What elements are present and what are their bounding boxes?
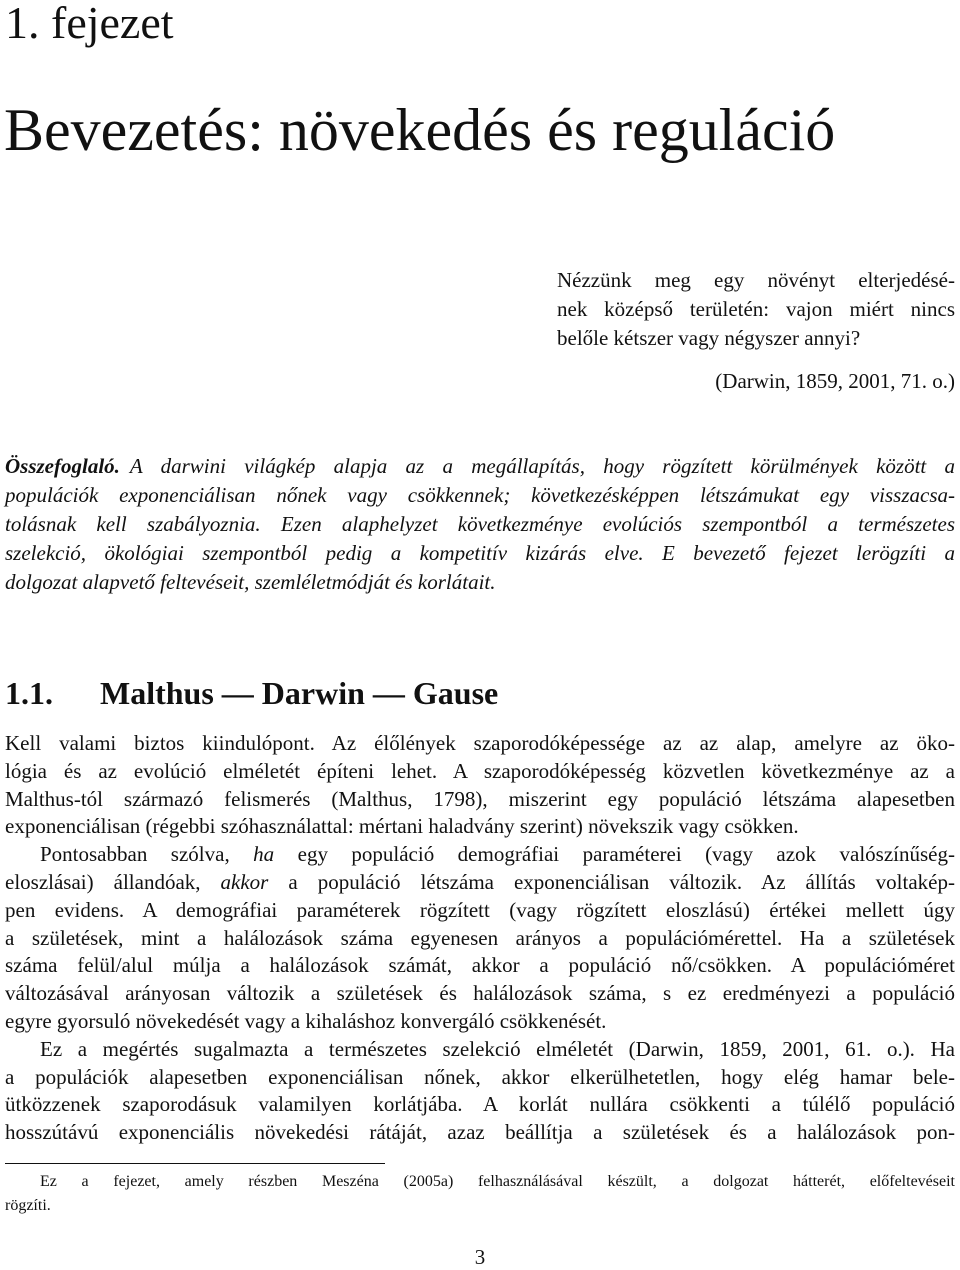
epigraph-line: Nézzünk meg egy növényt elterjedésé- [557, 268, 955, 292]
footnote-line: rögzíti. [5, 1197, 51, 1214]
body-paragraph [5, 841, 955, 1036]
footnote-line: Ez a fejezet, amely részben Meszéna (2005a) felhasználásával készült, a dolgozat hátterét, előfeltevéseit [40, 1173, 955, 1190]
abstract-label: Összefoglaló. [5, 454, 120, 478]
body-line: a populációk alapesetben exponenciálisan nőnek, akkor elkerülhetetlen, hogy elég hamar bele- [5, 1064, 955, 1089]
abstract-line [5, 452, 955, 481]
body-line: Malthus-tól származó felismerés (Malthus, 1798), miszerint egy populáció létszáma alapesetben [5, 786, 955, 811]
italic-emphasis: akkor [220, 869, 269, 894]
body-line: hosszútávú exponenciális növekedési rátáját, azaz beállítja a születések és a halálozások pon- [5, 1120, 955, 1145]
body-line: változásával arányosan változik a születések és halálozások száma, s ez eredményezi a populáció [5, 981, 955, 1006]
body-line [5, 869, 955, 897]
body-line: ütközzenek szaporodásuk valamilyen korlátjába. A korlát nullára csökkenti a túlélő populáció [5, 1092, 955, 1117]
body-line: a születések, mint a halálozások száma egyenesen arányos a populációmérettel. Ha a születések [5, 925, 955, 950]
body-line: pen evidens. A demográfiai paraméterek rögzített (vagy rögzített eloszlású) értékei mellett úgy [5, 897, 955, 922]
section-number: 1.1. [5, 675, 53, 711]
body-line: Ez a megértés sugalmazta a természetes szelekció elméletét (Darwin, 1859, 2001, 61. o.). Ha [40, 1036, 955, 1061]
body-line: száma felül/alul múlja a halálozások számát, akkor a populáció nő/csökken. A populációméret [5, 953, 955, 978]
footnote-rule [5, 1163, 385, 1164]
body-text-segment: egy populáció demográfiai paraméterei (vagy azok valószínűség- [274, 842, 955, 867]
body-text-segment: eloszlásai) állandóak, [5, 869, 221, 894]
body-line: exponenciálisan (régebbi szóhasználattal: mértani haladvány szerint) növekszik vagy csökken. [5, 814, 799, 839]
abstract-line: szelekció, ökológiai szempontból pedig a kompetitív kizárás elve. E bevezető fejezet lerögzíti a [5, 541, 955, 565]
body-line [5, 841, 955, 869]
epigraph-line: belőle kétszer vagy négyszer annyi? [557, 326, 861, 350]
section-heading [5, 673, 498, 713]
body-line: egyre gyorsuló növekedését vagy a kihaláshoz konvergáló csökkenését. [5, 1008, 607, 1033]
chapter-label: 1. fejezet [5, 0, 174, 48]
abstract-text: A darwini világkép alapja az a megállapítás, hogy rögzített körülmények között a [129, 454, 955, 478]
body-text-segment: a populáció létszáma exponenciálisan változik. Az állítás voltakép- [268, 869, 955, 894]
body-line: Kell valami biztos kiindulópont. Az élőlények szaporodóképessége az az alap, amelyre az öko- [5, 731, 955, 755]
abstract-line: tolásnak kell szabályoznia. Ezen alaphelyzet következménye evolúciós szempontból a természetes [5, 512, 955, 536]
epigraph-line: nek középső területén: vajon miért nincs [557, 297, 955, 321]
body-paragraph [5, 730, 955, 841]
abstract-line: populációk exponenciálisan nőnek vagy csökkennek; következésképpen létszámukat egy visszacsa- [5, 483, 955, 507]
abstract [5, 452, 955, 597]
abstract-line: dolgozat alapvető feltevéseit, szemléletmódját és korlátait. [5, 570, 496, 594]
body-text [5, 730, 955, 1147]
italic-emphasis: ha [253, 842, 275, 867]
epigraph-citation: (Darwin, 1859, 2001, 71. o.) [715, 369, 955, 393]
chapter-title: Bevezetés: növekedés és reguláció [4, 97, 836, 163]
page-number: 3 [474, 1245, 486, 1269]
body-line: lógia és az evolúció elméletét építeni lehet. A szaporodóképesség közvetlen következménye az a [5, 758, 955, 783]
epigraph [557, 266, 955, 353]
section-title: Malthus — Darwin — Gause [100, 675, 499, 711]
footnote [5, 1170, 955, 1218]
body-paragraph [5, 1036, 955, 1147]
body-text-segment: Pontosabban szólva, [40, 842, 254, 867]
